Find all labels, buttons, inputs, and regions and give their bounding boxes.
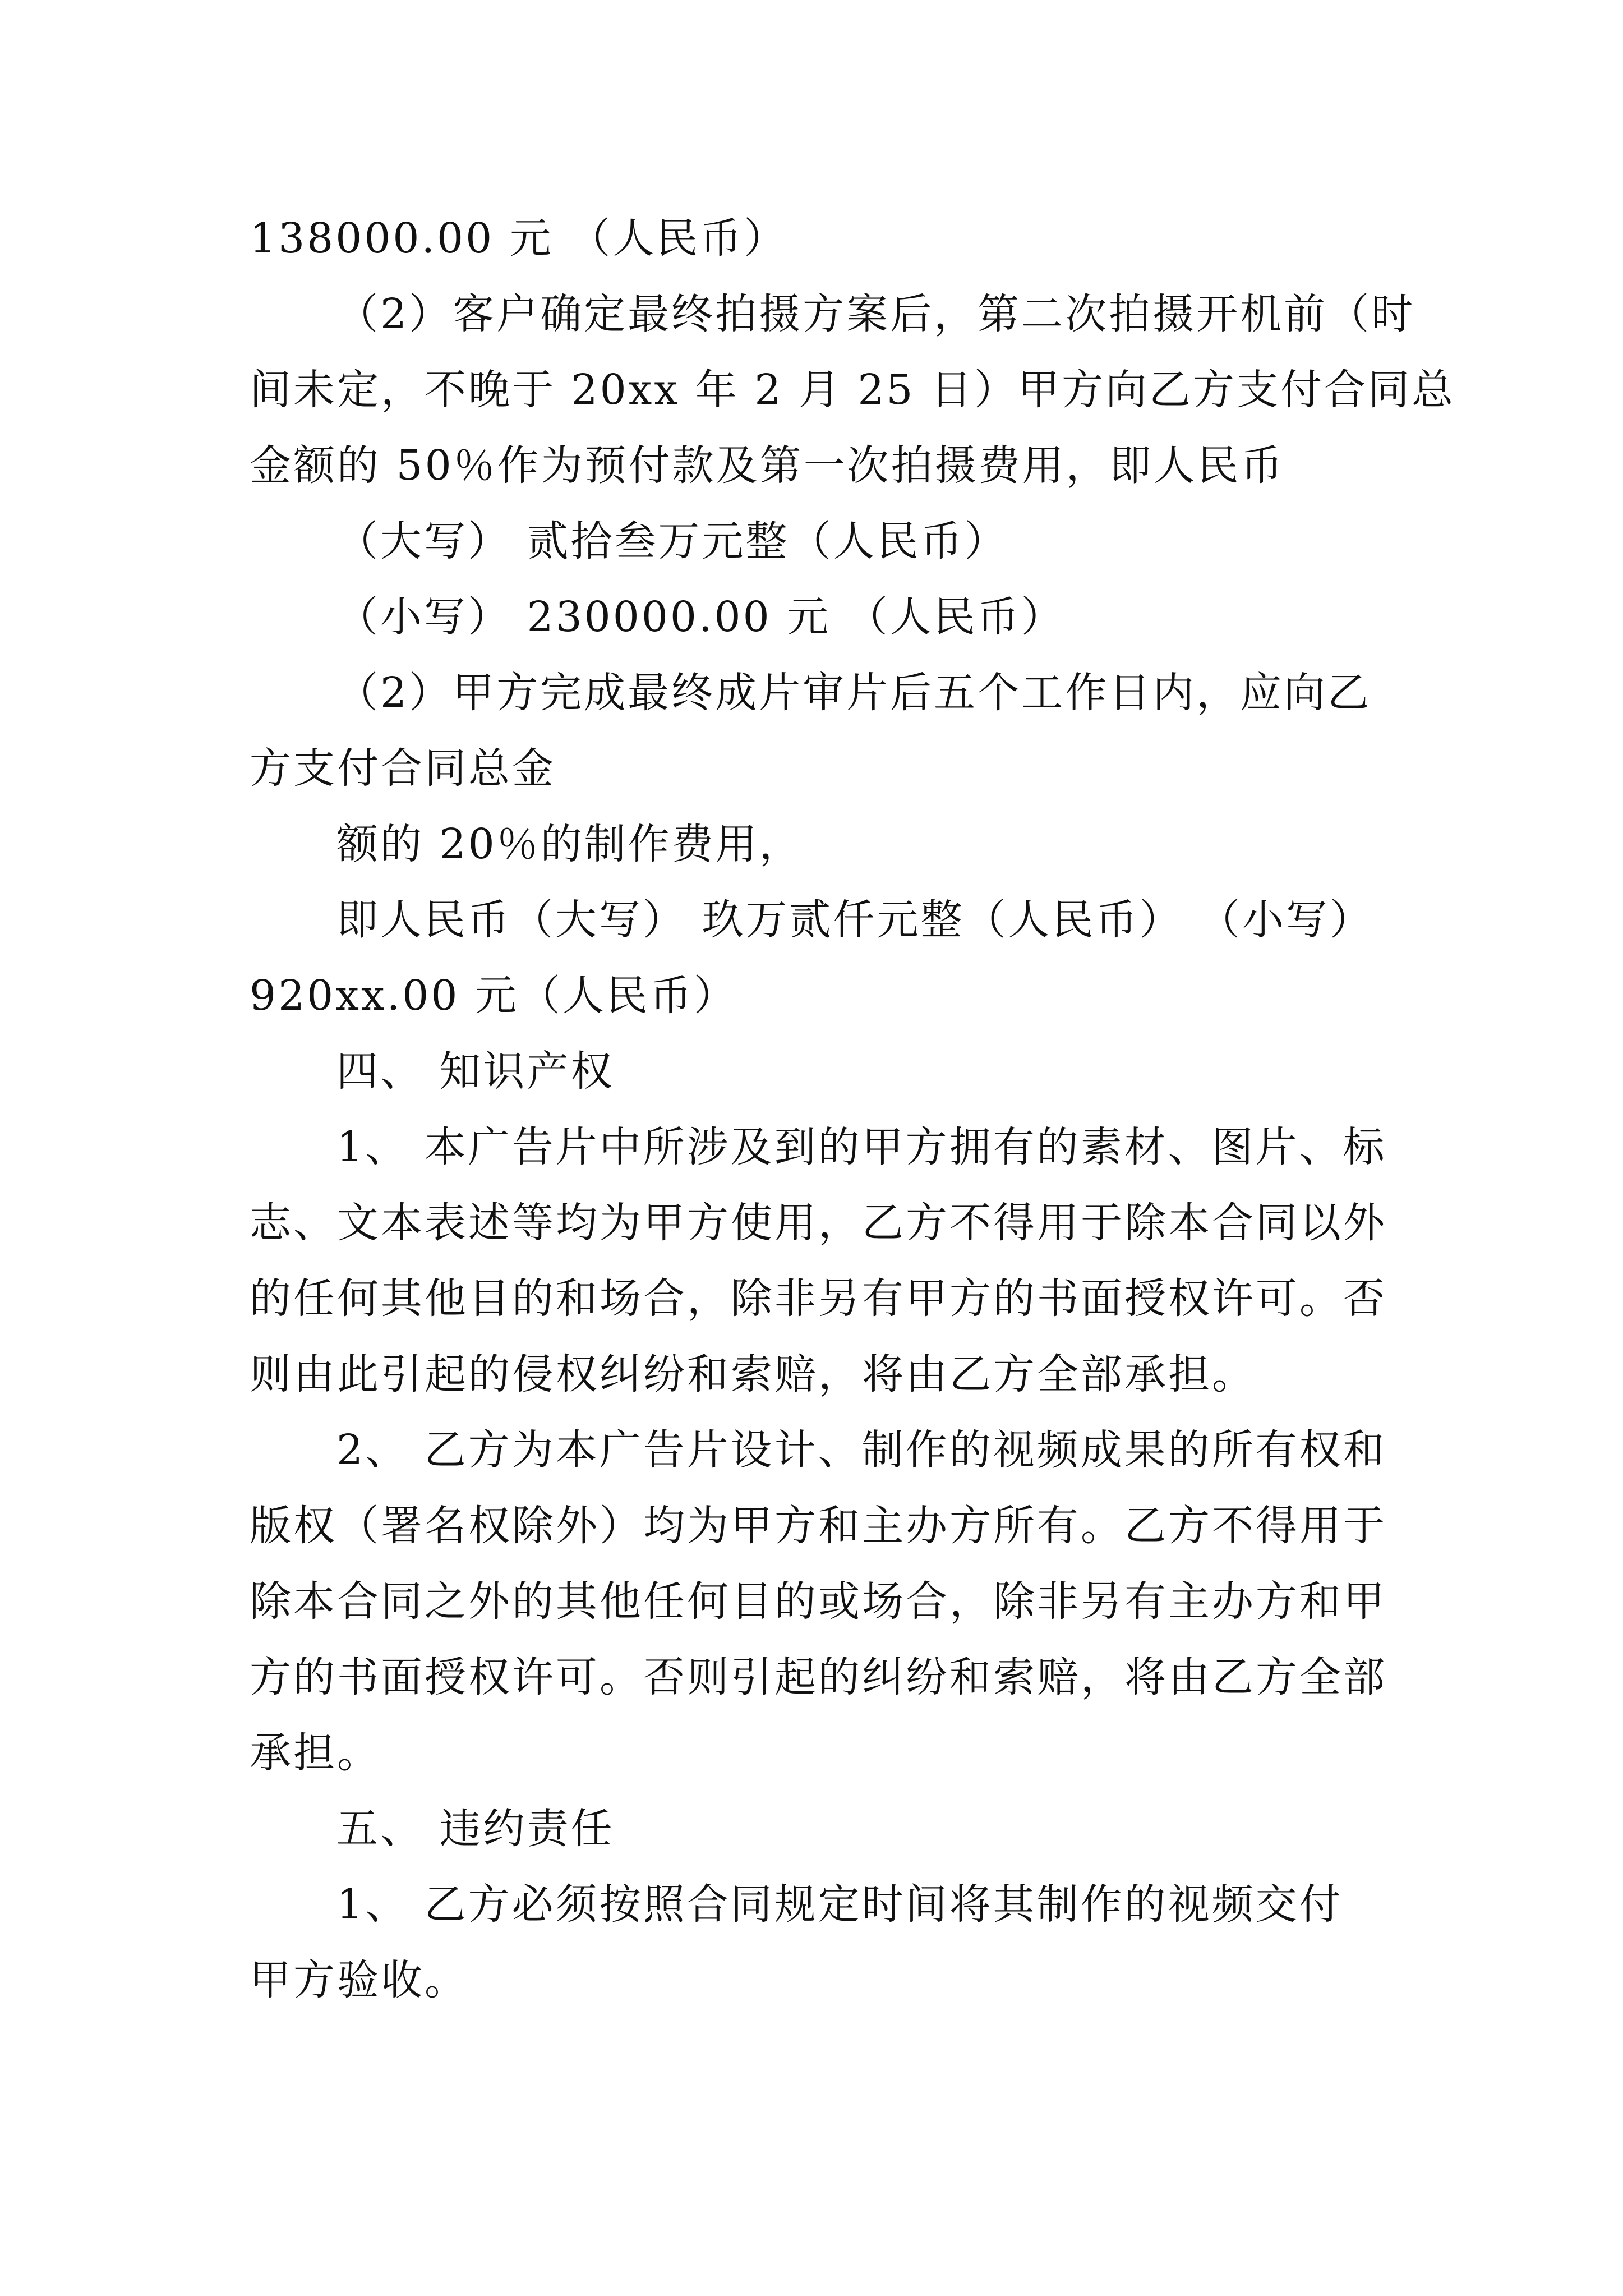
text-line: 版权（署名权除外）均为甲方和主办方所有。乙方不得用于 <box>250 1502 1387 1550</box>
text-line: 志、文本表述等均为甲方使用，乙方不得用于除本合同以外 <box>250 1199 1387 1247</box>
text-line: 金额的 50％作为预付款及第一次拍摄费用，即人民币 <box>250 441 1285 490</box>
text-line: 138000.00 元 （人民币） <box>250 214 788 263</box>
text-line: 即人民币（大写） 玖万贰仟元整（人民币） （小写） <box>336 896 1374 944</box>
text-line: 承担。 <box>250 1729 381 1777</box>
section-heading: 五、 违约责任 <box>336 1805 615 1853</box>
text-line: 1、 本广告片中所涉及到的甲方拥有的素材、图片、标 <box>336 1123 1387 1171</box>
text-line: （2）甲方完成最终成片审片后五个工作日内，应向乙 <box>336 669 1372 717</box>
text-line: 920xx.00 元（人民币） <box>250 972 737 1020</box>
text-line: 则由此引起的侵权纠纷和索赔，将由乙方全部承担。 <box>250 1350 1256 1398</box>
section-heading: 四、 知识产权 <box>336 1047 615 1096</box>
text-line: 方的书面授权许可。否则引起的纠纷和索赔，将由乙方全部 <box>250 1653 1387 1701</box>
text-line: 2、 乙方为本广告片设计、制作的视频成果的所有权和 <box>336 1426 1387 1474</box>
text-line: 1、 乙方必须按照合同规定时间将其制作的视频交付 <box>336 1880 1343 1929</box>
text-line: 的任何其他目的和场合，除非另有甲方的书面授权许可。否 <box>250 1274 1387 1323</box>
text-line: 额的 20％的制作费用， <box>336 820 803 868</box>
text-line: （2）客户确定最终拍摄方案后，第二次拍摄开机前（时 <box>336 290 1415 338</box>
text-line: （小写） 230000.00 元 （人民币） <box>336 593 1065 641</box>
text-line: 方支付合同总金 <box>250 744 556 793</box>
text-line: 间未定，不晚于 20xx 年 2 月 25 日）甲方向乙方支付合同总 <box>250 366 1456 414</box>
text-line: 除本合同之外的其他任何目的或场合，除非另有主办方和甲 <box>250 1577 1387 1626</box>
text-line: （大写） 贰拾叁万元整（人民币） <box>336 517 1008 565</box>
text-line: 甲方验收。 <box>250 1956 468 2004</box>
